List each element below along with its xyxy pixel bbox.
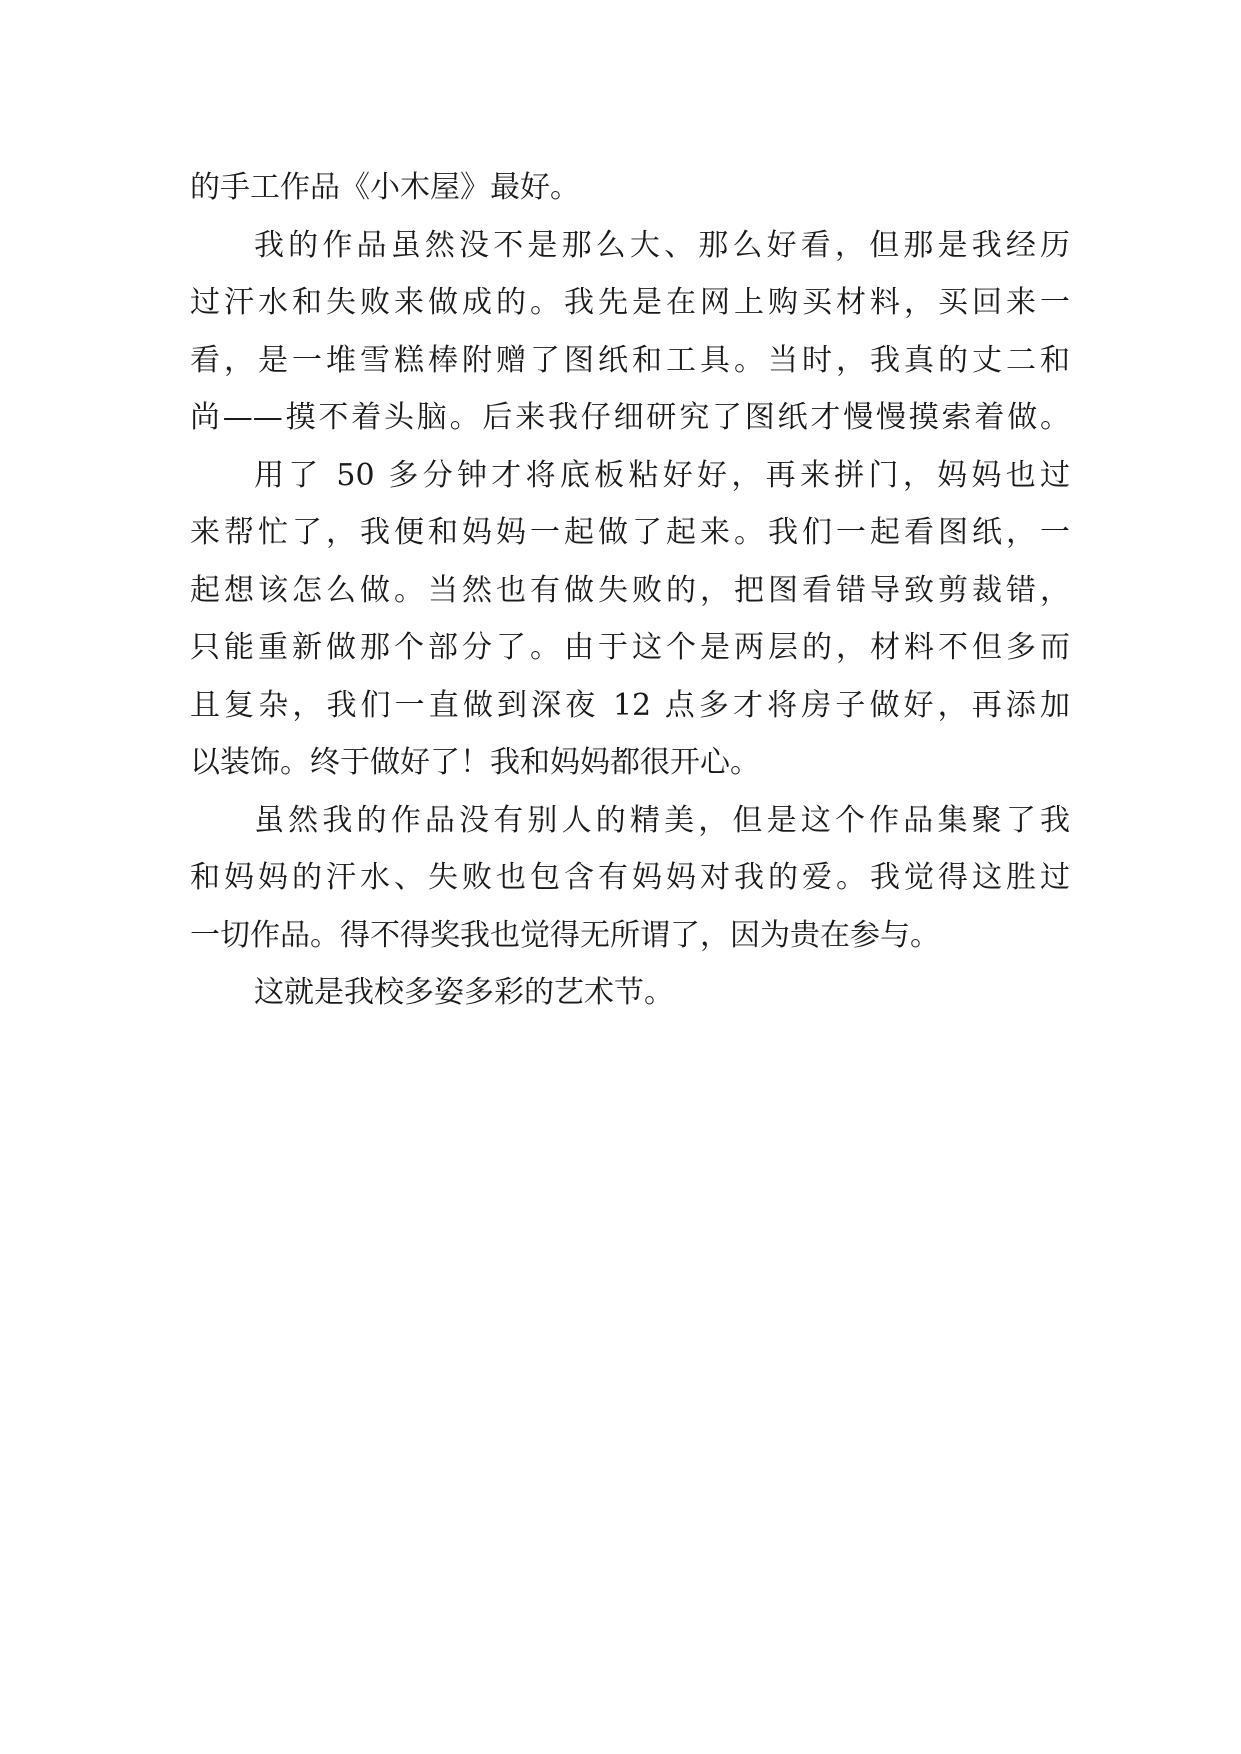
paragraph-first-line: 用了 50 多分钟才将底板粘好好，再来拼门，妈妈也过: [254, 457, 1070, 493]
text-line: 且复杂，我们一直做到深夜 12 点多才将房子做好，再添加: [190, 687, 1070, 723]
paragraph-first-line: 虽然我的作品没有别人的精美，但是这个作品集聚了我: [254, 802, 1070, 838]
text-line: 尚——摸不着头脑。后来我仔细研究了图纸才慢慢摸索着做。: [190, 400, 1070, 435]
text-line: 一切作品。得不得奖我也觉得无所谓了，因为贵在参与。: [190, 917, 940, 953]
paragraph-first-line: 我的作品虽然没不是那么大、那么好看，但那是我经历: [254, 227, 1070, 263]
text-line: 的手工作品《小木屋》最好。: [190, 170, 580, 205]
paragraph-first-line: 这就是我校多姿多彩的艺术节。: [254, 975, 674, 1010]
text-line: 看，是一堆雪糕棒附赠了图纸和工具。当时，我真的丈二和: [190, 342, 1070, 378]
text-line: 来帮忙了，我便和妈妈一起做了起来。我们一起看图纸，一: [190, 515, 1070, 550]
text-line: 和妈妈的汗水、失败也包含有妈妈对我的爱。我觉得这胜过: [190, 860, 1070, 895]
text-line: 过汗水和失败来做成的。我先是在网上购买材料，买回来一: [190, 285, 1070, 320]
body-text: [190, 159, 1070, 1022]
text-line: 只能重新做那个部分了。由于这个是两层的，材料不但多而: [190, 630, 1070, 665]
text-line: 以装饰。终于做好了！我和妈妈都很开心。: [190, 745, 760, 780]
text-line: 起想该怎么做。当然也有做失败的，把图看错导致剪裁错，: [190, 572, 1070, 608]
